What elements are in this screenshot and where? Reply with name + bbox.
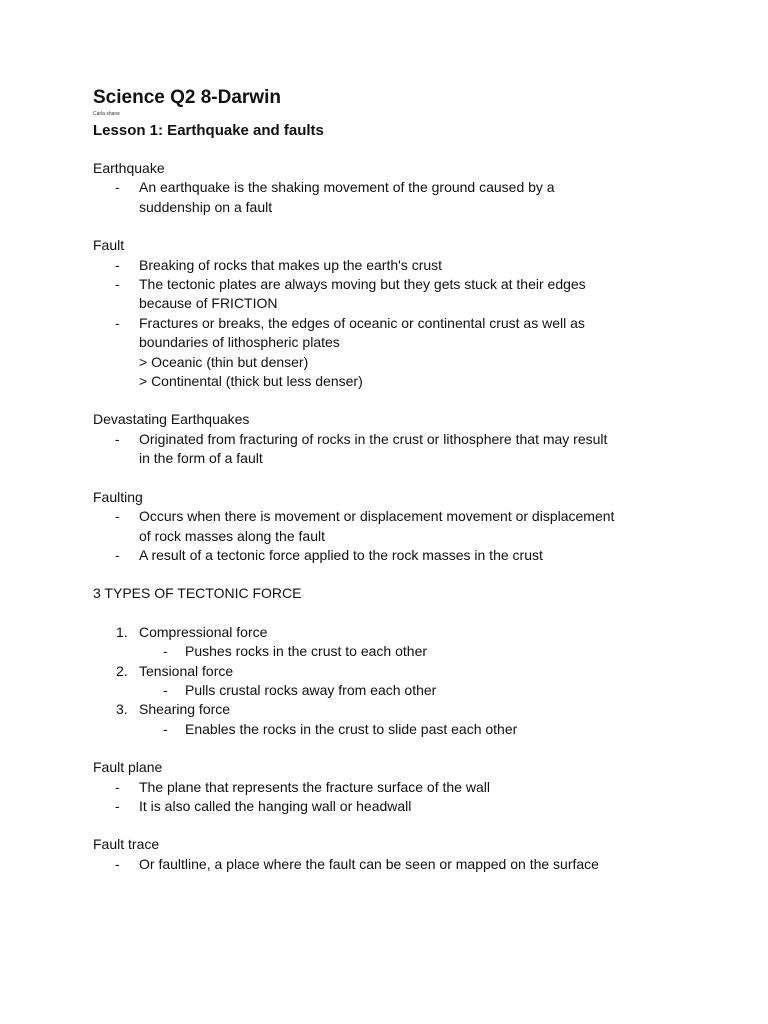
- bullet-line: It is also called the hanging wall or headwall: [139, 797, 412, 814]
- bullet-line: Originated from fracturing of rocks in the crust or lithosphere that may result: [139, 430, 608, 447]
- section-fault-trace: [93, 835, 693, 874]
- numbered-item: [93, 623, 693, 642]
- bullet-line: Pushes rocks in the crust to each other: [185, 643, 428, 660]
- section-fault: [93, 236, 693, 391]
- sub-bullet-item: [93, 642, 693, 661]
- bullet-line: Fractures or breaks, the edges of oceanic or continental crust as well as: [139, 314, 585, 331]
- item-label: Compressional force: [139, 623, 268, 640]
- bullet-line: > Oceanic (thin but denser): [139, 353, 309, 370]
- bullet-item: [93, 178, 693, 217]
- bullet-dash: -: [163, 720, 168, 737]
- bullet-line: Breaking of rocks that makes up the earth's crust: [139, 256, 443, 273]
- bullet-dash: -: [115, 179, 120, 196]
- bullet-dash: -: [163, 681, 168, 698]
- bullet-item: [93, 430, 693, 469]
- bullet-line: in the form of a fault: [139, 450, 263, 467]
- bullet-dash: -: [115, 797, 120, 814]
- section-heading: Earthquake: [93, 160, 165, 176]
- bullet-item: [93, 275, 693, 314]
- item-number: 2.: [116, 662, 128, 679]
- document-body: [93, 86, 693, 893]
- bullet-item: [93, 778, 693, 797]
- bullet-dash: -: [115, 778, 120, 795]
- section-heading: 3 TYPES OF TECTONIC FORCE: [93, 585, 302, 602]
- section-tectonic-forces-heading: [93, 584, 693, 603]
- section-heading: Fault trace: [93, 836, 160, 853]
- bullet-line: The tectonic plates are always moving but they gets stuck at their edges: [139, 276, 586, 293]
- section-heading: Fault: [93, 237, 125, 254]
- bullet-line: > Continental (thick but less denser): [139, 373, 363, 390]
- numbered-item: [93, 700, 693, 719]
- bullet-item: [93, 797, 693, 816]
- section-heading: Devastating Earthquakes: [93, 411, 250, 428]
- bullet-item: [93, 507, 693, 546]
- tectonic-force-list: [93, 623, 693, 739]
- section-faulting: [93, 488, 693, 566]
- bullet-line: An earthquake is the shaking movement of the ground caused by a: [139, 179, 555, 196]
- bullet-line: because of FRICTION: [139, 295, 278, 312]
- sub-bullet-item: [93, 720, 693, 739]
- bullet-dash: -: [115, 276, 120, 293]
- section-earthquake: [93, 159, 693, 217]
- bullet-dash: -: [115, 546, 120, 563]
- bullet-line: The plane that represents the fracture surface of the wall: [139, 778, 490, 795]
- bullet-dash: -: [163, 643, 168, 660]
- section-heading: Faulting: [93, 488, 143, 505]
- bullet-item: [93, 855, 693, 874]
- bullet-line: Occurs when there is movement or displacement movement or displacement: [139, 508, 615, 525]
- bullet-line: suddenship on a fault: [139, 198, 273, 215]
- sub-bullet-item: [93, 681, 693, 700]
- bullet-line: Pulls crustal rocks away from each other: [185, 681, 437, 698]
- bullet-item: [93, 314, 693, 392]
- item-number: 1.: [116, 623, 128, 640]
- bullet-dash: -: [115, 256, 120, 273]
- bullet-item: [93, 256, 693, 275]
- bullet-line: Enables the rocks in the crust to slide past each other: [185, 720, 518, 737]
- lesson-title: Lesson 1: Earthquake and faults: [93, 122, 324, 139]
- section-fault-plane: [93, 758, 693, 816]
- document-title: Science Q2 8-Darwin: [93, 87, 281, 108]
- bullet-line: boundaries of lithospheric plates: [139, 334, 340, 351]
- bullet-dash: -: [115, 508, 120, 525]
- bullet-line: Or faultline, a place where the fault can be seen or mapped on the surface: [139, 855, 599, 872]
- section-devastating-earthquakes: [93, 410, 693, 468]
- bullet-dash: -: [115, 855, 120, 872]
- bullet-line: of rock masses along the fault: [139, 527, 325, 544]
- item-label: Tensional force: [139, 662, 234, 679]
- section-heading: Fault plane: [93, 759, 163, 776]
- bullet-item: [93, 546, 693, 565]
- item-number: 3.: [116, 701, 128, 718]
- bullet-dash: -: [115, 314, 120, 331]
- bullet-line: A result of a tectonic force applied to the rock masses in the crust: [139, 546, 543, 563]
- item-label: Shearing force: [139, 701, 231, 718]
- numbered-item: [93, 662, 693, 681]
- author-name: Carla shane: [93, 111, 120, 117]
- bullet-dash: -: [115, 430, 120, 447]
